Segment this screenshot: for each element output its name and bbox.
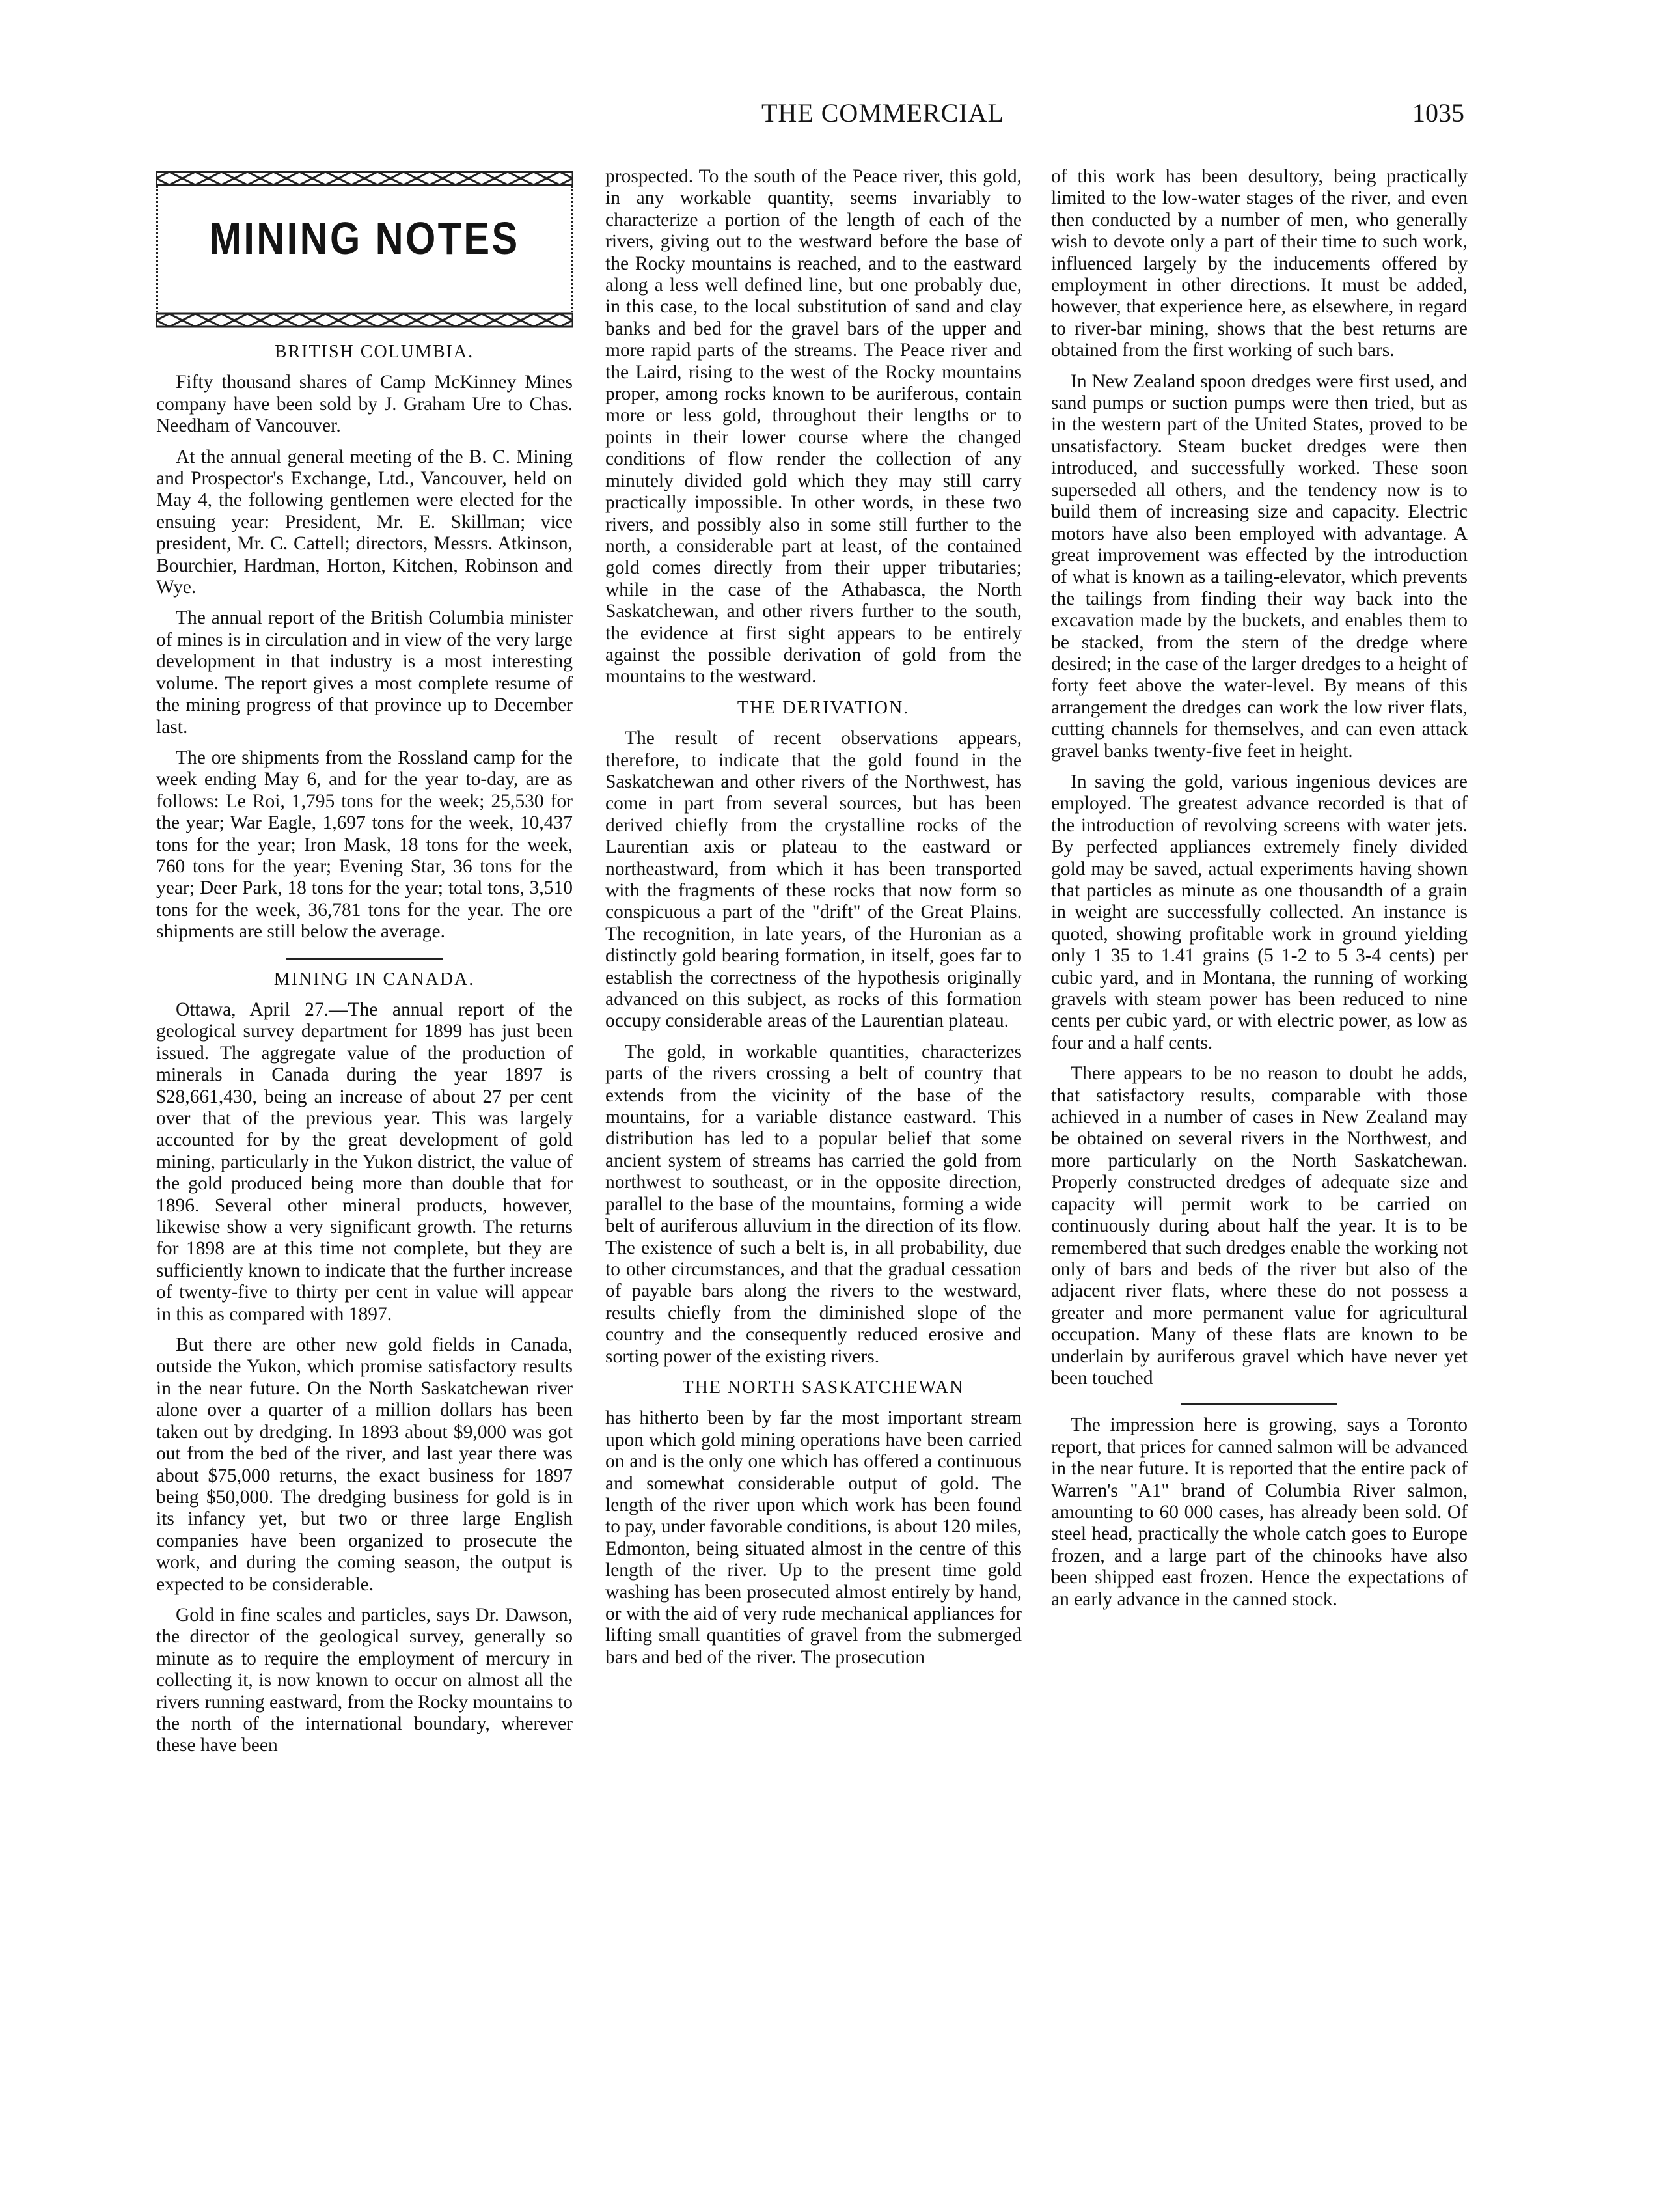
paragraph: In New Zealand spoon dredges were first used, and sand pumps or suction pumps were then tried, but as in the western part of the United States, proved to be unsatisfactory. Steam bucket dredges were then introduced, and successfully worked. These soon superseded all others, and the tendency now is to build them of increasing size and capacity. Electric motors have also been employed with advantage. A great improvement was effected by the introduction of what is known as a tailing-elevator, which prevents the tailings from finding their way back into the excavation made by the buckets, and enables them to be stacked, from the stern of the dredge where desired; in the case of the larger dredges to a height of forty feet above the water-level. By means of this arrangement the dredges can work the low river flats, cutting channels for themselves, and can even attack gravel banks twenty-five feet in height.: [1051, 370, 1468, 762]
paragraph: The annual report of the British Columbia minister of mines is in circulation and in view of the very large development in that industry is a most interesting volume. The report gives a most complete resume of the mining progress of that province up to December last.: [156, 607, 573, 738]
paragraph: At the annual general meeting of the B. C. Mining and Prospector's Exchange, Ltd., Vancouver, held on May 4, the following gentlemen were elected for the ensuing year: President, Mr. E. Skillman; vice president, Mr. C. Cattell; directors, Messrs. Atkinson, Bourchier, Hardman, Horton, Kitchen, Robinson and Wye.: [156, 446, 573, 598]
section-heading: THE NORTH SASKATCHEWAN: [682, 1377, 965, 1398]
paragraph: Fifty thousand shares of Camp McKinney Mines company have been sold by J. Graham Ure to Chas. Needham of Vancouver.: [156, 372, 573, 437]
paragraph: The ore shipments from the Rossland camp for the week ending May 6, and for the year to-day, are as follows: Le Roi, 1,795 tons for the week; 25,530 for the year; War Eagle, 1,697 tons for the week, 10,437 tons for the year; Iron Mask, 18 tons for the week, 760 tons for the year; Evening Star, 36 tons for the year; Deer Park, 18 tons for the year; total tons, 3,510 tons for the week, 36,781 tons for the year. The ore shipments are still below the average.: [156, 747, 573, 943]
column-1: [156, 171, 573, 1766]
masthead-title: MINING NOTES: [209, 213, 520, 264]
paragraph: In saving the gold, various ingenious devices are employed. The greatest advance recorded is that of the introduction of revolving screens with water jets. By perfected appliances extremely finely divided gold may be saved, actual experiments having shown that particles as minute as one thousandth of a grain in weight are successfully collected. An instance is quoted, showing profitable work in ground yielding only 1 35 to 1.41 grains (5 1-2 to 5 3-4 cents) per cubic yard, and in Montana, the running of working gravels with steam power has been reduced to nine cents per cubic yard, or with electric power, as low as four and a half cents.: [1051, 771, 1468, 1053]
section-heading: THE DERIVATION.: [737, 697, 910, 718]
paragraph: The impression here is growing, says a Toronto report, that prices for canned salmon will be advanced in the near future. It is reported that the entire pack of Warren's "A1" brand of Columbia River salmon, amounting to 60 000 cases, has already been sold. Of steel head, practically the whole catch goes to Europe frozen, and a large part of the chinooks have also been shipped east frozen. Hence the expectations of an early advance in the canned stock.: [1051, 1415, 1468, 1610]
section-heading: BRITISH COLUMBIA.: [274, 342, 474, 362]
page-number: 1035: [1412, 98, 1464, 128]
paragraph: of this work has been desultory, being practically limited to the low-water stages of the river, and even then conducted by a number of men, who generally wish to devote only a part of their time to such work, influenced largely by the inducements offered by employment in other directions. It must be added, however, that experience here, as elsewhere, in regard to river-bar mining, shows that the best returns are obtained from the first working of such bars.: [1051, 166, 1468, 361]
paragraph: has hitherto been by far the most important stream upon which gold mining operations have been carried on and is the only one which has offered a continuous and somewhat considerable output of gold. The length of the river upon which work has been found to pay, under favorable conditions, is about 120 miles, Edmonton, being situated almost in the centre of this length of the river. Up to the present time gold washing has been prosecuted almost entirely by hand, or with the aid of very rude mechanical appliances for lifting small quantities of gravel from the submerged bars and bed of the river. The prosecution: [605, 1407, 1022, 1668]
ornament-border-top: [156, 171, 573, 186]
paragraph: prospected. To the south of the Peace river, this gold, in any workable quantity, seems invariably to characterize a portion of the length of each of the rivers, giving out to the westward before the base of the Rocky mountains is reached, and to the eastward along a less well defined line, but one probably due, in this case, to the local substitution of sand and clay banks and bed for the gravel bars of the upper and more rapid parts of the streams. The Peace river and the Laird, rising to the west of the Rocky mountains proper, among rocks known to be auriferous, contain more or less gold, throughout their lengths or to points in their lower course where the changed conditions of flow render the collection of any minutely divided gold which they may still carry practically impossible. In other words, in these two rivers, and possibly also in some still further to the north, a considerable part at least, of the contained gold comes directly from their upper tributaries; while in the case of the Athabasca, the North Saskatchewan, and other rivers further to the south, the evidence at first sight appears to be entirely against the possible derivation of gold from the mountains to the westward.: [605, 166, 1022, 687]
page-header: [156, 98, 1464, 137]
column-2: [605, 166, 1022, 1678]
paragraph: But there are other new gold fields in Canada, outside the Yukon, which promise satisfactory results in the near future. On the North Saskatchewan river alone over a quarter of a million dollars has been taken out by dredging. In 1893 about $9,000 was got out from the bed of the river, and last year there was about $75,000 returns, the exact business for 1897 being $50,000. The dredging business for gold is in its infancy yet, but two or three large English companies have been organized to prosecute the work, and during the coming season, the output is expected to be considerable.: [156, 1334, 573, 1595]
paragraph: The result of recent observations appears, therefore, to indicate that the gold found in the Saskatchewan and other rivers of the Northwest, has come in part from several sources, but has been derived chiefly from the crystalline rocks of the Laurentian axis or plateau to the eastward or northeastward, from which it has been transported with the fragments of these rocks that now form so conspicuous a part of the "drift" of the Great Plains. The recognition, in late years, of the Huronian as a distinctly gold bearing formation, in itself, goes far to establish the correctness of the hypothesis originally advanced on this subject, as rocks of this formation occupy considerable areas of the Laurentian plateau.: [605, 728, 1022, 1032]
masthead: [156, 171, 573, 328]
section-heading: MINING IN CANADA.: [273, 969, 475, 989]
paragraph: Gold in fine scales and particles, says Dr. Dawson, the director of the geological survey, generally so minute as to require the employment of mercury in collecting it, is now known to occur on almost all the rivers running eastward, from the Rocky mountains to the north of the international boundary, wherever these have been: [156, 1604, 573, 1756]
paragraph: The gold, in workable quantities, characterizes parts of the rivers crossing a belt of country that extends from the vicinity of the base of the mountains, for a variable distance eastward. This distribution has led to a popular belief that some ancient system of streams has carried the gold from northwest to southeast, or in the opposite direction, parallel to the base of the mountains, forming a wide belt of auriferous alluvium in the direction of its flow. The existence of such a belt is, in all probability, due to other circumstances, and that the gradual cessation of payable bars along the rivers to the westward, results chiefly from the diminished slope of the country and the consequently reduced erosive and sorting power of the existing rivers.: [605, 1041, 1022, 1367]
column-3: [1051, 166, 1468, 1620]
divider: [286, 958, 443, 960]
ornament-border-left: [156, 186, 165, 312]
divider: [1181, 1403, 1337, 1405]
paragraph: There appears to be no reason to doubt he adds, that satisfactory results, comparable with those achieved in a number of cases in New Zealand may be obtained on several rivers in the Northwest, and more particularly on the North Saskatchewan. Properly constructed dredges of adequate size and capacity will permit work to be carried on continuously during about half the year. It is to be remembered that such dredges enable the working not only of bars and beds of the river but also of the adjacent river flats, where these do not possess a greater and more permanent value for agricultural occupation. Many of these flats are known to be underlain by auriferous gravel which have never yet been touched: [1051, 1063, 1468, 1389]
paragraph: Ottawa, April 27.—The annual report of the geological survey department for 1899 has just been issued. The aggregate value of the production of minerals in Canada during the year 1897 is $28,661,430, being an increase of about 27 per cent over that of the previous year. This was largely accounted for by the great development of gold mining, particularly in the Yukon district, the value of the gold produced being more than double that for 1896. Several other mineral products, however, likewise show a very significant growth. The returns for 1898 are at this time not complete, but they are sufficiently known to indicate that the further increase of twenty-five to thirty per cent in value will appear in this as compared with 1897.: [156, 999, 573, 1325]
ornament-border-bottom: [156, 312, 573, 328]
ornament-border-right: [564, 186, 573, 312]
running-title: THE COMMERCIAL: [761, 98, 1004, 128]
